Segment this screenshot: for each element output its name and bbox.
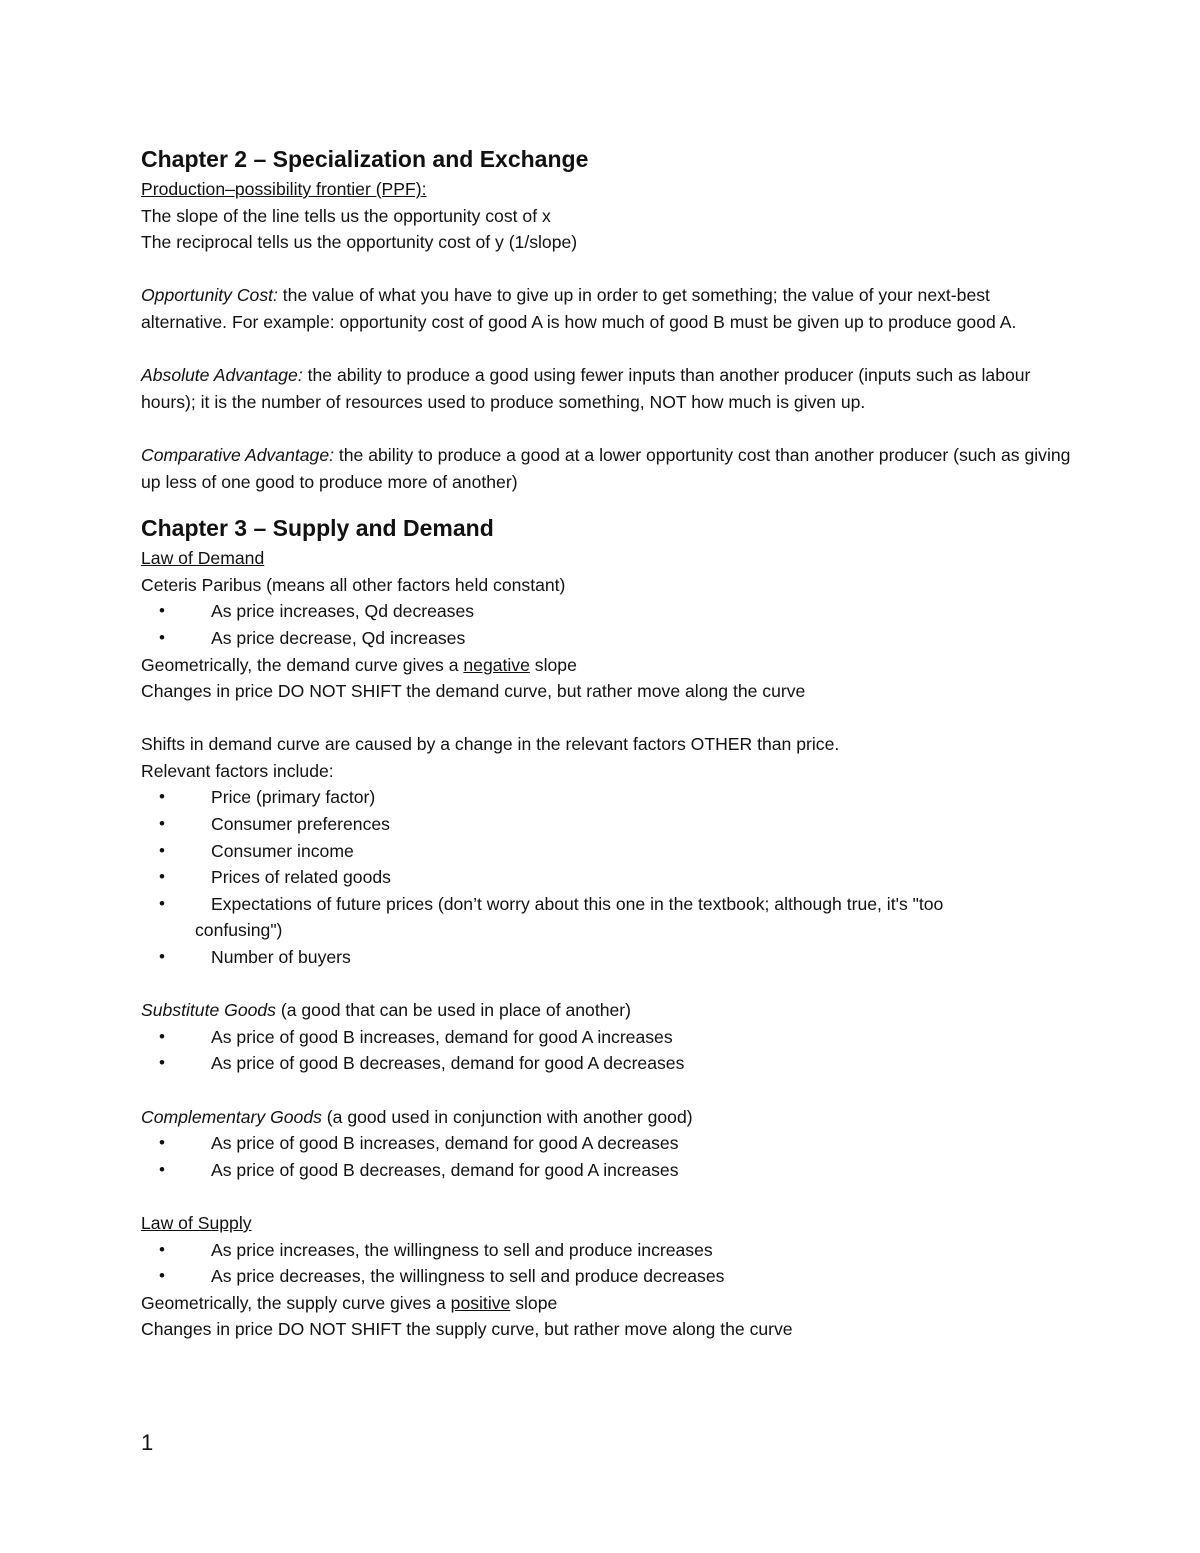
comparative-advantage-term: Comparative Advantage: [141, 444, 334, 465]
bullet-icon: • [159, 893, 165, 913]
list-item: • Prices of related goods [141, 864, 1071, 891]
list-item: • As price decrease, Qd increases [141, 625, 1071, 652]
list-item: • Consumer preferences [141, 811, 1071, 838]
list-item: • As price of good B increases, demand for good A decreases [141, 1130, 1071, 1157]
list-item: • Price (primary factor) [141, 784, 1071, 811]
list-item: • As price increases, the willingness to sell and produce increases [141, 1237, 1071, 1264]
opportunity-cost-definition [141, 282, 1071, 335]
demand-changes-line: Changes in price DO NOT SHIFT the demand curve, but rather move along the curve [141, 681, 806, 702]
opportunity-cost-term: Opportunity Cost: [141, 285, 278, 306]
demand-slope-line: Geometrically, the demand curve gives a negative slope [141, 654, 577, 675]
complementary-goods-line: Complementary Goods (a good used in conjunction with another good) [141, 1106, 693, 1127]
law-of-demand-heading: Law of Demand [141, 548, 265, 569]
list-item: • Expectations of future prices (don’t worry about this one in the textbook; although true, it's "too confusing") [141, 891, 1071, 944]
law-of-supply-heading: Law of Supply [141, 1212, 252, 1233]
substitute-goods-term: Substitute Goods [141, 1000, 276, 1021]
page-number: 1 [141, 1430, 154, 1455]
bullet-icon: • [159, 601, 165, 621]
list-item: • As price of good B decreases, demand for good A increases [141, 1157, 1071, 1184]
ceteris-paribus-line: Ceteris Paribus (means all other factors held constant) [141, 574, 566, 595]
relevant-factors-list [141, 784, 1071, 970]
bullet-icon: • [159, 1266, 165, 1286]
ppf-line-1: The slope of the line tells us the opportunity cost of x [141, 205, 551, 226]
list-item: • As price decreases, the willingness to sell and produce decreases [141, 1263, 1071, 1290]
supply-changes-line: Changes in price DO NOT SHIFT the supply curve, but rather move along the curve [141, 1319, 793, 1340]
complementary-goods-list [141, 1130, 1071, 1183]
list-item: • Number of buyers [141, 944, 1071, 971]
document-page [141, 142, 1071, 1343]
supply-slope-line: Geometrically, the supply curve gives a positive slope [141, 1292, 558, 1313]
list-item: • As price increases, Qd decreases [141, 598, 1071, 625]
absolute-advantage-definition [141, 362, 1071, 415]
bullet-icon: • [159, 787, 165, 807]
list-item: • Consumer income [141, 838, 1071, 865]
bullet-icon: • [159, 947, 165, 967]
absolute-advantage-term: Absolute Advantage: [141, 365, 303, 386]
substitute-goods-list [141, 1024, 1071, 1077]
relevant-factors-line: Relevant factors include: [141, 760, 334, 781]
comparative-advantage-text: the ability to produce a good at a lower opportunity cost than another producer (such as giving up less of one good to produce more of another) [141, 444, 1071, 492]
ppf-line-2: The reciprocal tells us the opportunity cost of y (1/slope) [141, 232, 578, 253]
positive-word: positive [450, 1292, 511, 1313]
bullet-icon: • [159, 1026, 165, 1046]
chapter-3-title: Chapter 3 – Supply and Demand [141, 515, 494, 542]
list-item: • As price of good B increases, demand for good A increases [141, 1024, 1071, 1051]
bullet-icon: • [159, 1053, 165, 1073]
absolute-advantage-text: the ability to produce a good using fewer inputs than another producer (inputs such as labour hours); it is the number of resources used to produce something, NOT how much is given up. [141, 365, 1031, 412]
law-of-supply-list [141, 1237, 1071, 1290]
chapter-2-title: Chapter 2 – Specialization and Exchange [141, 146, 589, 172]
demand-shifts-line: Shifts in demand curve are caused by a change in the relevant factors OTHER than price. [141, 734, 840, 755]
bullet-icon: • [159, 1133, 165, 1153]
substitute-goods-line: Substitute Goods (a good that can be used in place of another) [141, 1000, 632, 1021]
bullet-icon: • [159, 867, 165, 887]
law-of-demand-list [141, 598, 1071, 651]
list-item: • As price of good B decreases, demand for good A decreases [141, 1050, 1071, 1077]
negative-word: negative [463, 654, 530, 675]
bullet-icon: • [159, 1239, 165, 1259]
bullet-icon: • [159, 1159, 165, 1179]
opportunity-cost-text: the value of what you have to give up in order to get something; the value of your next-best alternative. For example: opportunity cost of good A is how much of good B must be given up to produce good A. [141, 285, 1017, 332]
bullet-icon: • [159, 627, 165, 647]
comparative-advantage-definition [141, 442, 1071, 495]
bullet-icon: • [159, 840, 165, 860]
bullet-icon: • [159, 814, 165, 834]
complementary-goods-term: Complementary Goods [141, 1106, 322, 1127]
ppf-heading: Production–possibility frontier (PPF): [141, 179, 427, 199]
